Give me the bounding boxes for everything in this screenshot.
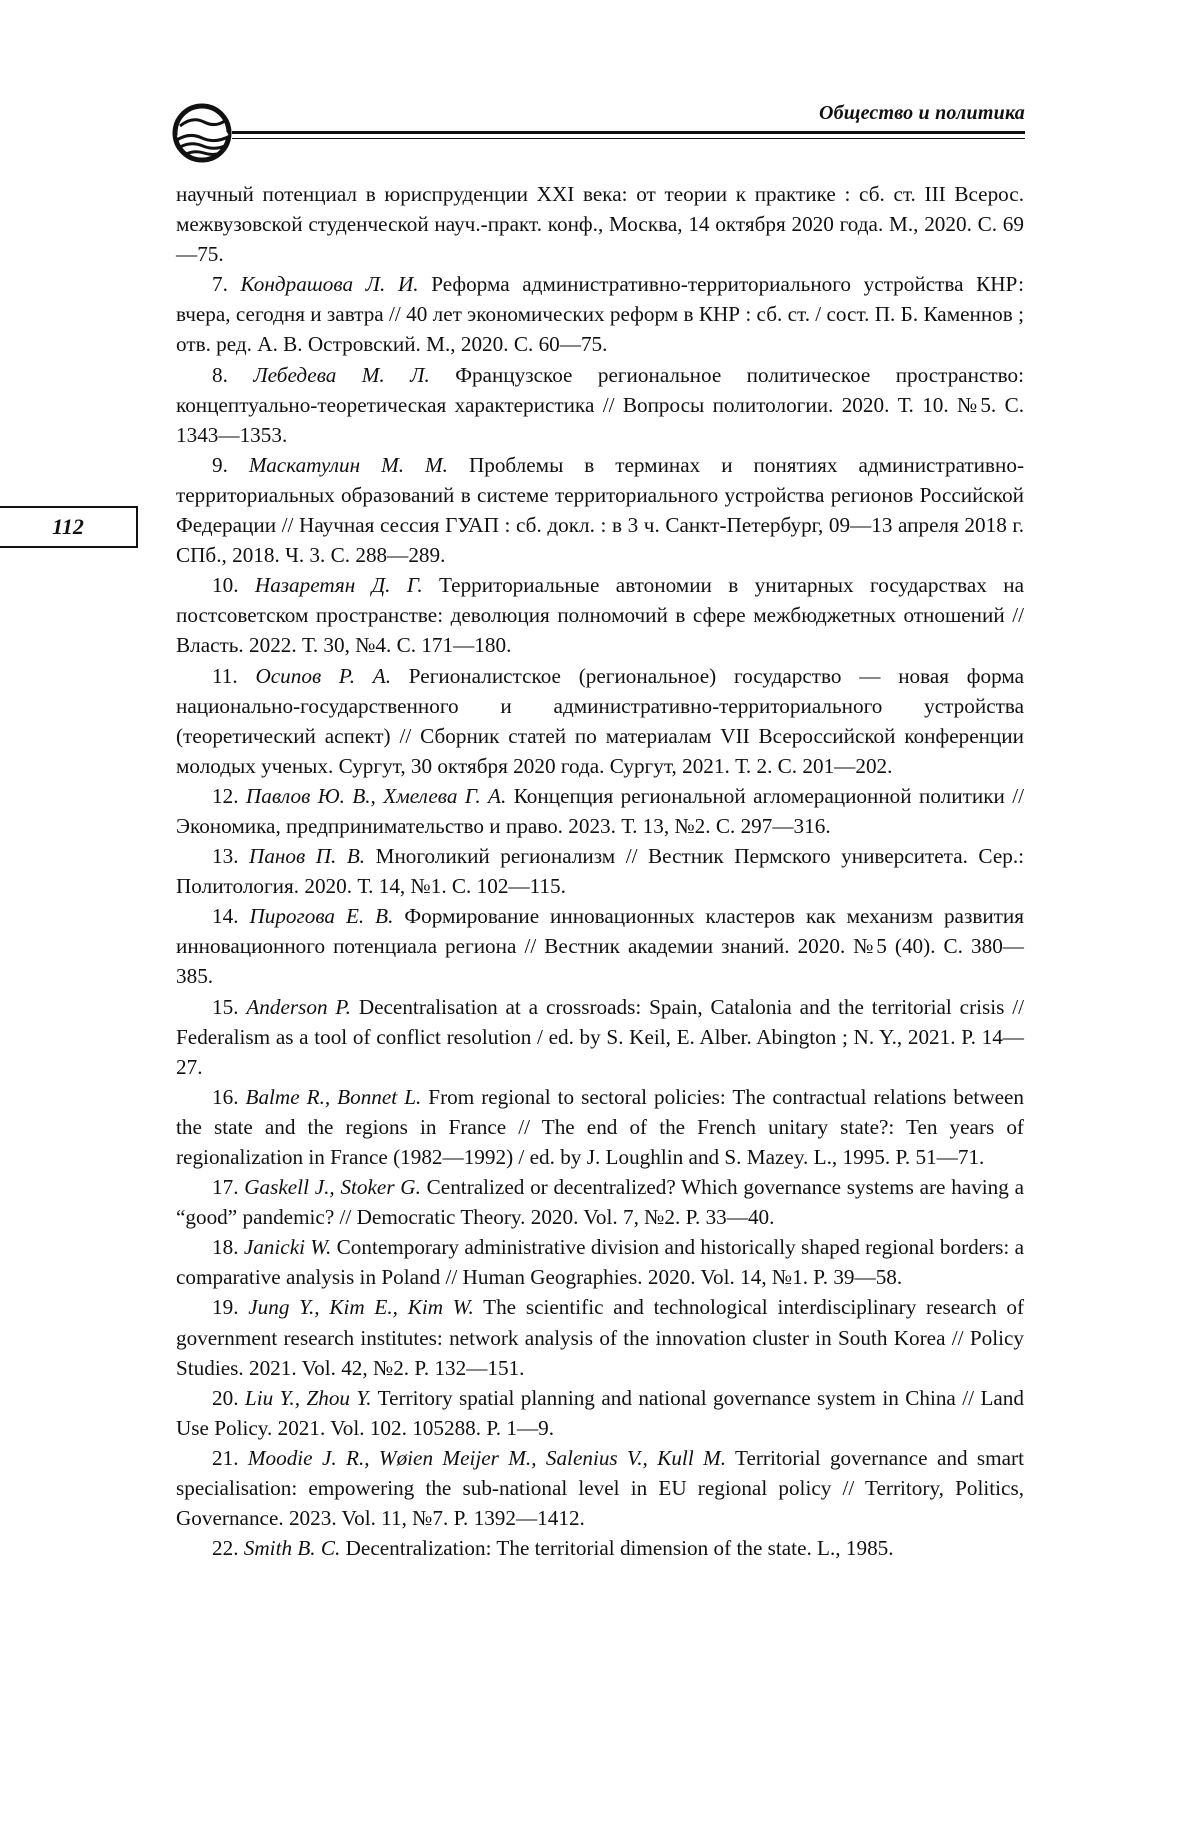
reference-number: 13. [212,844,239,869]
reference-authors: Панов П. В. [249,844,366,869]
reference-authors: Назаретян Д. Г. [254,573,423,598]
reference-authors: Кондрашова Л. И. [240,272,419,297]
reference-item [176,1443,1024,1533]
reference-text: Реформа административно-территориального устройства КНР: вчера, сегодня и завтра // 40 лет экономических реформ в КНР : сб. ст. / сост. П. Б. Каменнов ; отв. ред. А. В. Островский. М., 2020. С. 60—75. [176,272,1025,357]
reference-authors: Janicki W. [243,1235,332,1260]
reference-item [176,360,1024,450]
reference-text: Французское региональное политическое пространство: концептуально-теоретическая характеристика // Вопросы политологии. 2020. Т. 10. №5. С. 1343—1353. [176,362,1025,447]
reference-number: 10. [212,573,239,598]
reference-item [176,179,1024,269]
reference-text: Проблемы в терминах и понятиях административно-территориальных образований в системе территориального устройства регионов Российской Федерации // Научная сессия ГУАП : сб. докл. : в 3 ч. Санкт-Петербург, 09—13 апреля 2018 г. СПб., 2018. Ч. 3. С. 288—289. [176,452,1025,568]
reference-item [176,1292,1024,1382]
reference-item [176,570,1024,660]
reference-item [176,1172,1024,1232]
reference-authors: Liu Y., Zhou Y. [244,1385,372,1410]
reference-number: 14. [212,904,239,929]
reference-text: Формирование инновационных кластеров как механизм развития инновационного потенциала региона // Вестник академии знаний. 2020. №5 (40). С. 380—385. [176,904,1025,989]
reference-list [176,179,1024,1563]
reference-text: научный потенциал в юриспруденции XXI века: от теории к практике : сб. ст. III Всерос. межвузовской студенческой науч.-практ. конф., Москва, 14 октября 2020 года. М., 2020. С. 69—75. [176,182,1024,267]
reference-number: 7. [212,272,228,297]
reference-authors: Пирогова Е. В. [249,904,394,929]
section-title: Общество и политика [818,102,1025,124]
reference-authors: Balme R., Bonnet L. [245,1084,422,1109]
page-number: 112 [0,506,138,548]
reference-number: 16. [212,1084,239,1109]
reference-item [176,992,1024,1082]
reference-item [176,1383,1024,1443]
reference-number: 8. [212,362,228,387]
reference-authors: Осипов Р. А. [255,663,392,688]
reference-text: Centralized or decentralized? Which governance systems are having a “good” pandemic? // Democratic Theory. 2020. Vol. 7, №2. P. 33—40. [176,1175,1025,1230]
reference-number: 17. [212,1175,239,1200]
reference-authors: Маскатулин М. М. [248,452,448,477]
reference-item [176,1232,1024,1292]
reference-item [176,269,1024,359]
reference-number: 19. [212,1295,239,1320]
header-rule-thin [232,138,1025,139]
reference-number: 11. [212,663,238,688]
reference-text: Territorial governance and smart specialisation: empowering the sub-national level in EU regional policy // Territory, Politics, Governance. 2023. Vol. 11, №7. P. 1392—1412. [176,1445,1024,1531]
reference-text: Территориальные автономии в унитарных государствах на постсоветском пространстве: деволюция полномочий в сфере межбюджетных отношений // Власть. 2022. Т. 30, №4. С. 171—180. [176,573,1025,658]
reference-number: 9. [212,452,228,477]
reference-number: 22. [212,1536,239,1561]
reference-text: Decentralisation at a crossroads: Spain, Catalonia and the territorial crisis // Federalism as a tool of conflict resolution / ed. by S. Keil, E. Alber. Abington ; N. Y., 2021. P. 14—27. [176,994,1025,1079]
reference-item [176,841,1024,901]
reference-authors: Павлов Ю. В., Хмелева Г. А. [245,783,507,808]
reference-authors: Jung Y., Kim E., Kim W. [248,1295,474,1320]
reference-text: From regional to sectoral policies: The contractual relations between the state and the regions in France // The end of the French unitary state?: Ten years of regionalization in France (1982—1992) / ed. by J. Loughlin and S. Mazey. L., 1995. P. 51—71. [176,1084,1025,1169]
reference-item [176,661,1024,781]
reference-authors: Smith B. C. [243,1536,341,1561]
reference-item [176,901,1024,991]
reference-text: Territory spatial planning and national governance system in China // Land Use Policy. 2021. Vol. 102. 105288. P. 1—9. [176,1385,1024,1440]
reference-text: Концепция региональной агломерационной политики // Экономика, предпринимательство и право. 2023. Т. 13, №2. С. 297—316. [176,783,1025,838]
reference-item [176,1533,1024,1563]
reference-number: 18. [212,1235,239,1260]
reference-number: 15. [212,994,239,1019]
reference-authors: Лебедева М. Л. [253,362,430,387]
reference-text: Регионалистское (региональное) государство — новая форма национально-государственного и административно-территориального устройства (теоретический аспект) // Сборник статей по материалам VII Всероссийской конференции молодых ученых. Сургут, 30 октября 2020 года. Сургут, 2021. Т. 2. С. 201—202. [176,663,1025,778]
reference-authors: Anderson P. [246,994,351,1019]
reference-text: The scientific and technological interdisciplinary research of government research institutes: network analysis of the innovation cluster in South Korea // Policy Studies. 2021. Vol. 42, №2. P. 132—151. [176,1295,1025,1380]
reference-authors: Gaskell J., Stoker G. [244,1175,421,1200]
reference-number: 20. [212,1385,239,1410]
reference-item [176,450,1024,570]
reference-number: 21. [212,1445,239,1470]
journal-logo-icon [172,100,234,166]
reference-text: Contemporary administrative division and historically shaped regional borders: a comparative analysis in Poland // Human Geographies. 2020. Vol. 14, №1. P. 39—58. [176,1235,1025,1290]
reference-item [176,1082,1024,1172]
header-rule-thick [232,131,1025,134]
reference-item [176,781,1024,841]
reference-text: Decentralization: The territorial dimension of the state. L., 1985. [345,1536,894,1561]
reference-authors: Moodie J. R., Wøien Meijer M., Salenius V., Kull M. [247,1445,727,1470]
reference-number: 12. [212,783,239,808]
reference-text: Многоликий регионализм // Вестник Пермского университета. Сер.: Политология. 2020. Т. 14, №1. С. 102—115. [176,844,1024,899]
